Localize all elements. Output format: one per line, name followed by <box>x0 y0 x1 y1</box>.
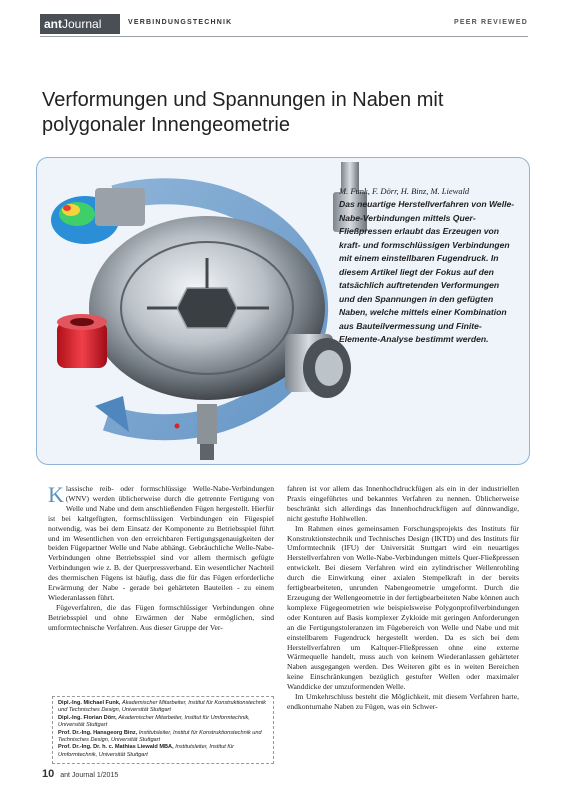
affiliation-role: Akademischer Mitarbeiter, Institut für Konstruktionstechnik und Technisches Design, Universität Stuttgart <box>58 700 266 714</box>
red-hub-image <box>57 314 107 368</box>
paragraph: Im Umkehrschluss besteht die Möglichkeit, mit diesem Verfahren harte, endkonturnahe Naben zu Fügen, was ein Schwer- <box>287 692 519 711</box>
affiliation-name: Prof. Dr.-Ing. Hansgeorg Binz, <box>58 729 138 736</box>
affiliations-box <box>52 696 274 764</box>
affiliation-role: Institutsleiter, Institut für Konstruktionstechnik und Technisches Design, Universität Stuttgart <box>58 729 262 744</box>
logo-bold-text: ant <box>44 17 62 31</box>
affiliation-item <box>58 744 268 759</box>
paragraph <box>48 484 274 603</box>
affiliation-item <box>58 715 268 730</box>
body-column-1 <box>48 484 274 633</box>
affiliation-item <box>58 700 268 715</box>
paragraph: Im Rahmen eines gemeinsamen Forschungsprojekts des Instituts für Konstruktionstechnik und Technisches Design (IKTD) und des Instituts für Umformtechnik (IFU) der Universität Stuttgart wird ein neuartiges Herstellverfahren von Welle-Nabe-Verbindungen mittels Quer-Fließpressen entwickelt. Bei diesem Verfahren wird ein zylindrischer Wellenrohling durch die Einwirkung einer axialen Stempelkraft in der bereits fertigbearbeiteten, unrunden Nabengeometrie umgeformt. Durch die Erzeugung der Wellengeometrie in der fertigbearbeiteten Nabe können auch komplexe Fügegeometrien wie beispielsweise Polygonprofilverbindungen oder Konturen auf Basis komplexer Zykloide mit geringen Anforderungen an die Fertigungstoleranzen im Fügebereich von Welle und Nabe und mit einstellbarem Fugendruck hergestellt werden. Da es sich bei dem Herstellverfahren um Kaltquer-Fließpressen ohne eine externe Wärmequelle handelt, muss auch von keinem Wiederanlassen gehärteter Naben ausgegangen werden. Des Weiteren gibt es in weiten Bereichen keine Einschränkungen bezüglich gestufter Wellen oder maximaler Wanddicke der umzuformenden Welle. <box>287 523 519 692</box>
page-header <box>40 14 528 36</box>
affiliation-role: Institutsleiter, Institut für Umformtechnik, Universität Stuttgart <box>58 744 234 758</box>
affiliation-name: Prof. Dr.-Ing. Dr. h. c. Mathias Liewald MBA, <box>58 744 174 751</box>
body-column-2 <box>287 484 519 712</box>
drop-cap: K <box>48 482 64 507</box>
logo-text: Journal <box>62 17 102 31</box>
journal-logo <box>40 14 120 34</box>
authors-line: M. Funk, F. Dörr, H. Binz, M. Liewald <box>339 186 470 196</box>
page-number: 10 <box>42 768 55 780</box>
affiliation-name: Dipl.-Ing. Michael Funk, <box>58 700 121 706</box>
paragraph: fahren ist vor allem das Innenhochdruckfügen als ein in der industriellen Praxis eingeführtes und bekanntes Verfahren zu nennen. Üblicherweise beschränkt sich allerdings das Innenhochdruckfügen auf dünnwandige, nicht gestufte Hohlwellen. <box>287 484 519 523</box>
affiliation-item <box>58 730 268 745</box>
polygon-cavity <box>177 288 237 328</box>
header-rule <box>40 36 528 37</box>
paragraph: Fügeverfahren, die das Fügen formschlüssiger Verbindungen ohne Betriebsspiel und ohne Erwärmen der Nabe ermöglichen, sind umformtechnische Verfahren. Aus dieser Gruppe der Ver- <box>48 602 274 632</box>
title-line-1: Verformungen und Spannungen in Naben mit <box>42 89 444 111</box>
abstract-text: Das neuartige Herstellverfahren von Welle-Nabe-Verbindungen mittels Quer-Fließpressen erlaubt das Erzeugen von kraft- und formschlüssigen Verbindungen mit einem einstellbaren Fugendruck. In diesem Artikel liegt der Fokus auf den tatsächlich auftretenden Verformungen und den Spannungen in den gefügten Naben, welche mittels einer Kombination aus Bauteilvermessung und Finite-Elemente-Analyse bestimmt werden. <box>339 199 515 344</box>
page-footer <box>42 764 118 782</box>
title-line-2: polygonaler Innengeometrie <box>42 114 290 136</box>
affiliation-role: Akademischer Mitarbeiter, Institut für Umformtechnik, Universität Stuttgart <box>58 714 250 729</box>
section-label: VERBINDUNGSTECHNIK <box>128 19 233 26</box>
peer-reviewed-label: PEER REVIEWED <box>454 19 528 26</box>
affiliation-name: Dipl.-Ing. Florian Dörr, <box>58 714 117 721</box>
fea-model-image <box>51 188 145 244</box>
article-title <box>42 88 502 138</box>
journal-issue: ant Journal 1/2015 <box>60 772 119 779</box>
paragraph-text: lassische reib- oder formschlüssige Welle-Nabe-Verbindungen (WNV) werden üblicherweise durch die getrennte Fertigung von Welle und Nabe und dem anschließenden Fügen hergestellt. Hierfür ist bei kaltgefügten, formschlüssigen Verbindungen ein Fügespiel notwendig, was bei dem Einsatz der Komponente zu Betriebsspiel führt und im Wesentlichen von den erreichbaren Fertigungsgenauigkeiten der beiden Fügepartner Welle und Nabe abhängt. Gebräuchliche Welle-Nabe-Verbindungen ohne Betriebsspiel sind vor allem thermisch gefügte Verbindungen wie z. B. der Querpressverband. Ein wesentlicher Nachteil des thermischen Fügens ist häufig, dass die für das Fügen erforderliche Erwärmung der Nabe - gerade bei gehärteten Bauteilen - zu einem Wiederanlassen führt. <box>48 484 274 602</box>
